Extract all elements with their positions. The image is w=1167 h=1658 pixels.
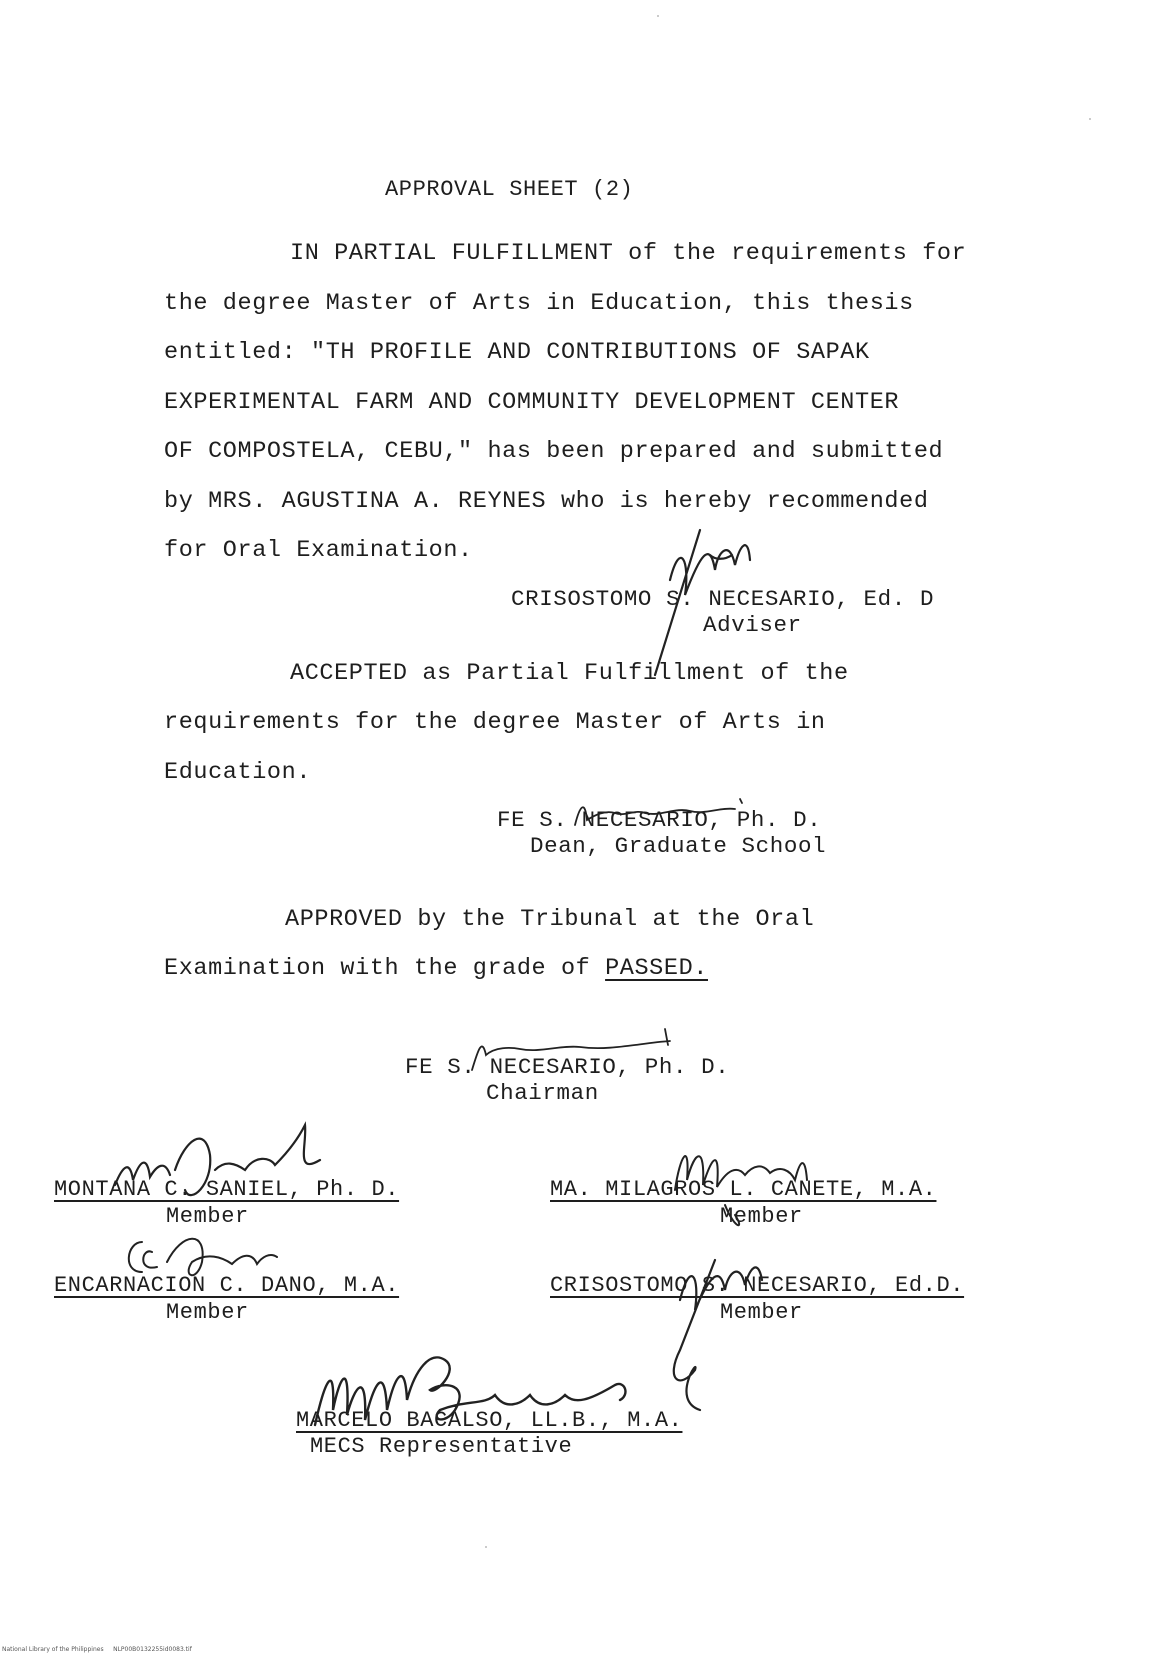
canete-signature (665, 1135, 845, 1235)
paragraph1-line7: for Oral Examination. (164, 537, 473, 564)
representative-role: MECS Representative (310, 1434, 573, 1459)
chairman-signature (460, 1025, 690, 1075)
member-name-saniel: MONTANA C. SANIEL, Ph. D. (54, 1177, 400, 1202)
grade-value: PASSED. (605, 955, 708, 982)
member-role-necesario: Member (720, 1300, 803, 1325)
adviser-role: Adviser (703, 612, 802, 638)
scan-speck (1089, 118, 1091, 120)
chairman-role: Chairman (486, 1080, 599, 1106)
dean-signature (565, 795, 765, 835)
paragraph1-line1: IN PARTIAL FULFILLMENT of the requirements for (290, 240, 967, 267)
member-role-dano: Member (166, 1300, 249, 1325)
member-name-necesario: CRISOSTOMO S. NECESARIO, Ed.D. (550, 1273, 965, 1298)
member-role-saniel: Member (166, 1204, 249, 1229)
saniel-signature (95, 1115, 345, 1210)
paragraph3-line1: APPROVED by the Tribunal at the Oral (285, 906, 815, 933)
paragraph1-line4: EXPERIMENTAL FARM AND COMMUNITY DEVELOPMENT CENTER (164, 389, 900, 416)
paragraph1-line5: OF COMPOSTELA, CEBU," has been prepared and submitted (164, 438, 944, 465)
adviser-signature (640, 500, 770, 690)
bacalso-signature (295, 1340, 665, 1450)
paragraph1-line3: entitled: "TH PROFILE AND CONTRIBUTIONS OF SAPAK (164, 339, 870, 366)
scan-speck (657, 15, 659, 17)
scan-speck (485, 1546, 487, 1548)
necesario-signature (640, 1230, 830, 1430)
paragraph1-line2: the degree Master of Arts in Education, this thesis (164, 290, 914, 317)
scan-footer: National Library of the Philippines NLP00B0132255id0083.tif (2, 1646, 192, 1653)
chairman-name: FE S. NECESARIO, Ph. D. (405, 1054, 730, 1080)
member-role-canete: Member (720, 1204, 803, 1229)
adviser-name: CRISOSTOMO S. NECESARIO, Ed. D (511, 586, 935, 612)
representative-name: MARCELO BACALSO, LL.B., M.A. (296, 1408, 683, 1433)
dean-role: Dean, Graduate School (530, 833, 827, 859)
member-name-canete: MA. MILAGROS L. CANETE, M.A. (550, 1177, 937, 1202)
paragraph3-line2-text: Examination with the grade of (164, 955, 606, 982)
document-title: APPROVAL SHEET (2) (385, 177, 634, 202)
member-name-dano: ENCARNACION C. DANO, M.A. (54, 1273, 400, 1298)
paragraph2-line2: requirements for the degree Master of Arts in (164, 709, 826, 736)
paragraph1-line6: by MRS. AGUSTINA A. REYNES who is hereby recommended (164, 488, 929, 515)
paragraph2-line3: Education. (164, 759, 312, 786)
dano-signature (112, 1222, 292, 1292)
paragraph2-line1: ACCEPTED as Partial Fulfillment of the (290, 660, 849, 687)
paragraph3-line2 (164, 955, 708, 983)
dean-name: FE S. NECESARIO, Ph. D. (497, 807, 822, 833)
